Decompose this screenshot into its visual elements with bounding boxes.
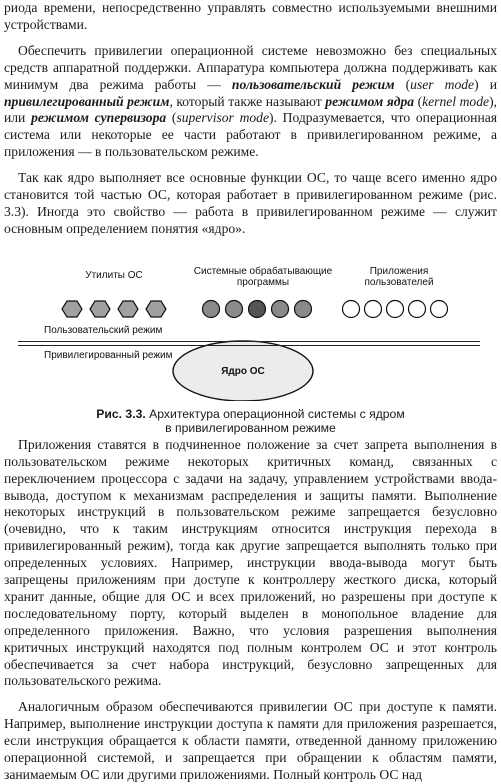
paragraph-memory-protection: Аналогичным образом обеспечиваются привилегии ОС при доступе к памяти. Например, выполнение инструкции доступа к памяти для приложения разрешается, если инструкция обращается к области памяти, отведенной данному приложению операционной системой, и запрещается при обращении к областям памяти, занимаемым ОС или другими приложениями. Полный контроль ОС над [4,699,497,782]
app-circle [431,300,448,317]
system-processor-circles [203,300,312,317]
term-privileged-mode: привилегированный режим [4,93,170,109]
term-kernel-mode-en: kernel mode [422,93,490,109]
paragraph-restricted-instructions: Приложения ставятся в подчиненное положение за счет запрета выполнения в пользовательском режиме некоторых критичных команд, связанных с переключением процессора с задачи на задачу, управлением устройствами ввода-вывода, доступом к механизмам распределения и защиты памяти. Выполнение некоторых инструкций в пользовательском режиме запрещается безусловно (очевидно, что к таким инструкциям относится инструкция перехода в привилегированный режим), тогда как другие запрещается выполнять только при определенных условиях. Например, инструкции ввода-вывода могут быть запрещены приложениям при доступе к контроллеру жесткого диска, который хранит данные, общие для ОС и всех приложений, но разрешены при доступе к последовательному порту, который выделен в монопольное владение для определенного приложения. Важно, что условия разрешения выполнения критичных инструкций находятся под полным контролем ОС и этот контроль обеспечивается за счет набора инструкций, безусловно запрещенных для пользовательского режима. [4,436,497,689]
app-circle [343,300,360,317]
caption-text: Архитектура операционной системы с ядром в привилегированном режиме [149,406,405,435]
caption-number: Рис. 3.3. [96,406,146,421]
text-span: ), или [4,93,497,126]
label-system-processors: Системные обрабатывающие программы [193,265,333,288]
page [4,0,497,784]
processor-circle [272,300,289,317]
hexagon-icon [118,301,138,317]
text-span: ( [414,93,423,109]
label-kernel: Ядро ОС [221,365,265,377]
text-span: ( [166,110,177,126]
text-span: ( [394,76,411,92]
hexagon-icon [146,301,166,317]
figure-caption [4,407,497,435]
user-mode-line [18,341,480,343]
text-span: Обеспечить привилегии операционной системе невозможно без специальных средств аппаратной поддержки. Аппаратура компьютера должна поддерживать как минимум два режима работы — [4,42,497,92]
text-span: ). Подразумевается, что операционная система или некоторые ее части работают в привилегированном режиме, а приложения — в пользовательском режиме. [4,110,498,160]
processor-circle [226,300,243,317]
label-user-mode: Пользовательский режим [44,324,163,336]
hexagon-icon [90,301,110,317]
user-app-circles [343,300,448,317]
label-os-utilities: Утилиты ОС [85,269,143,281]
processor-circle [295,300,312,317]
app-circle [409,300,426,317]
text-span: , который также называют [169,93,326,109]
hexagon-icon [62,301,82,317]
os-utility-hexagons [62,301,166,317]
paragraph-continued: риода времени, непосредственно управлять совместно используемыми внешними устройствами. [4,0,497,32]
text-span: ) и [474,76,497,92]
term-user-mode-en: user mode [410,76,475,92]
app-circle [365,300,382,317]
term-supervisor-mode: режимом супервизора [31,110,167,126]
figure-3-3 [4,241,497,437]
term-kernel-mode: режимом ядра [325,93,415,109]
app-circle [387,300,404,317]
term-user-mode: пользовательский режим [231,76,395,92]
paragraph-modes [4,43,497,161]
processor-circle [249,300,266,317]
label-privileged-mode: Привилегированный режим [44,349,173,361]
label-user-applications: Приложения пользователей [364,265,434,288]
term-supervisor-mode-en: supervisor mode [176,110,270,126]
figure-diagram [4,241,497,401]
processor-circle [203,300,220,317]
mode-boundary-line [18,345,480,347]
paragraph-kernel-definition: Так как ядро выполняет все основные функции ОС, то чаще всего именно ядро становится той частью ОС, которая работает в привилегированном режиме (рис. 3.3). Иногда это свойство — работа в привилегированном режиме — служит основным определением понятия «ядро». [4,170,497,236]
